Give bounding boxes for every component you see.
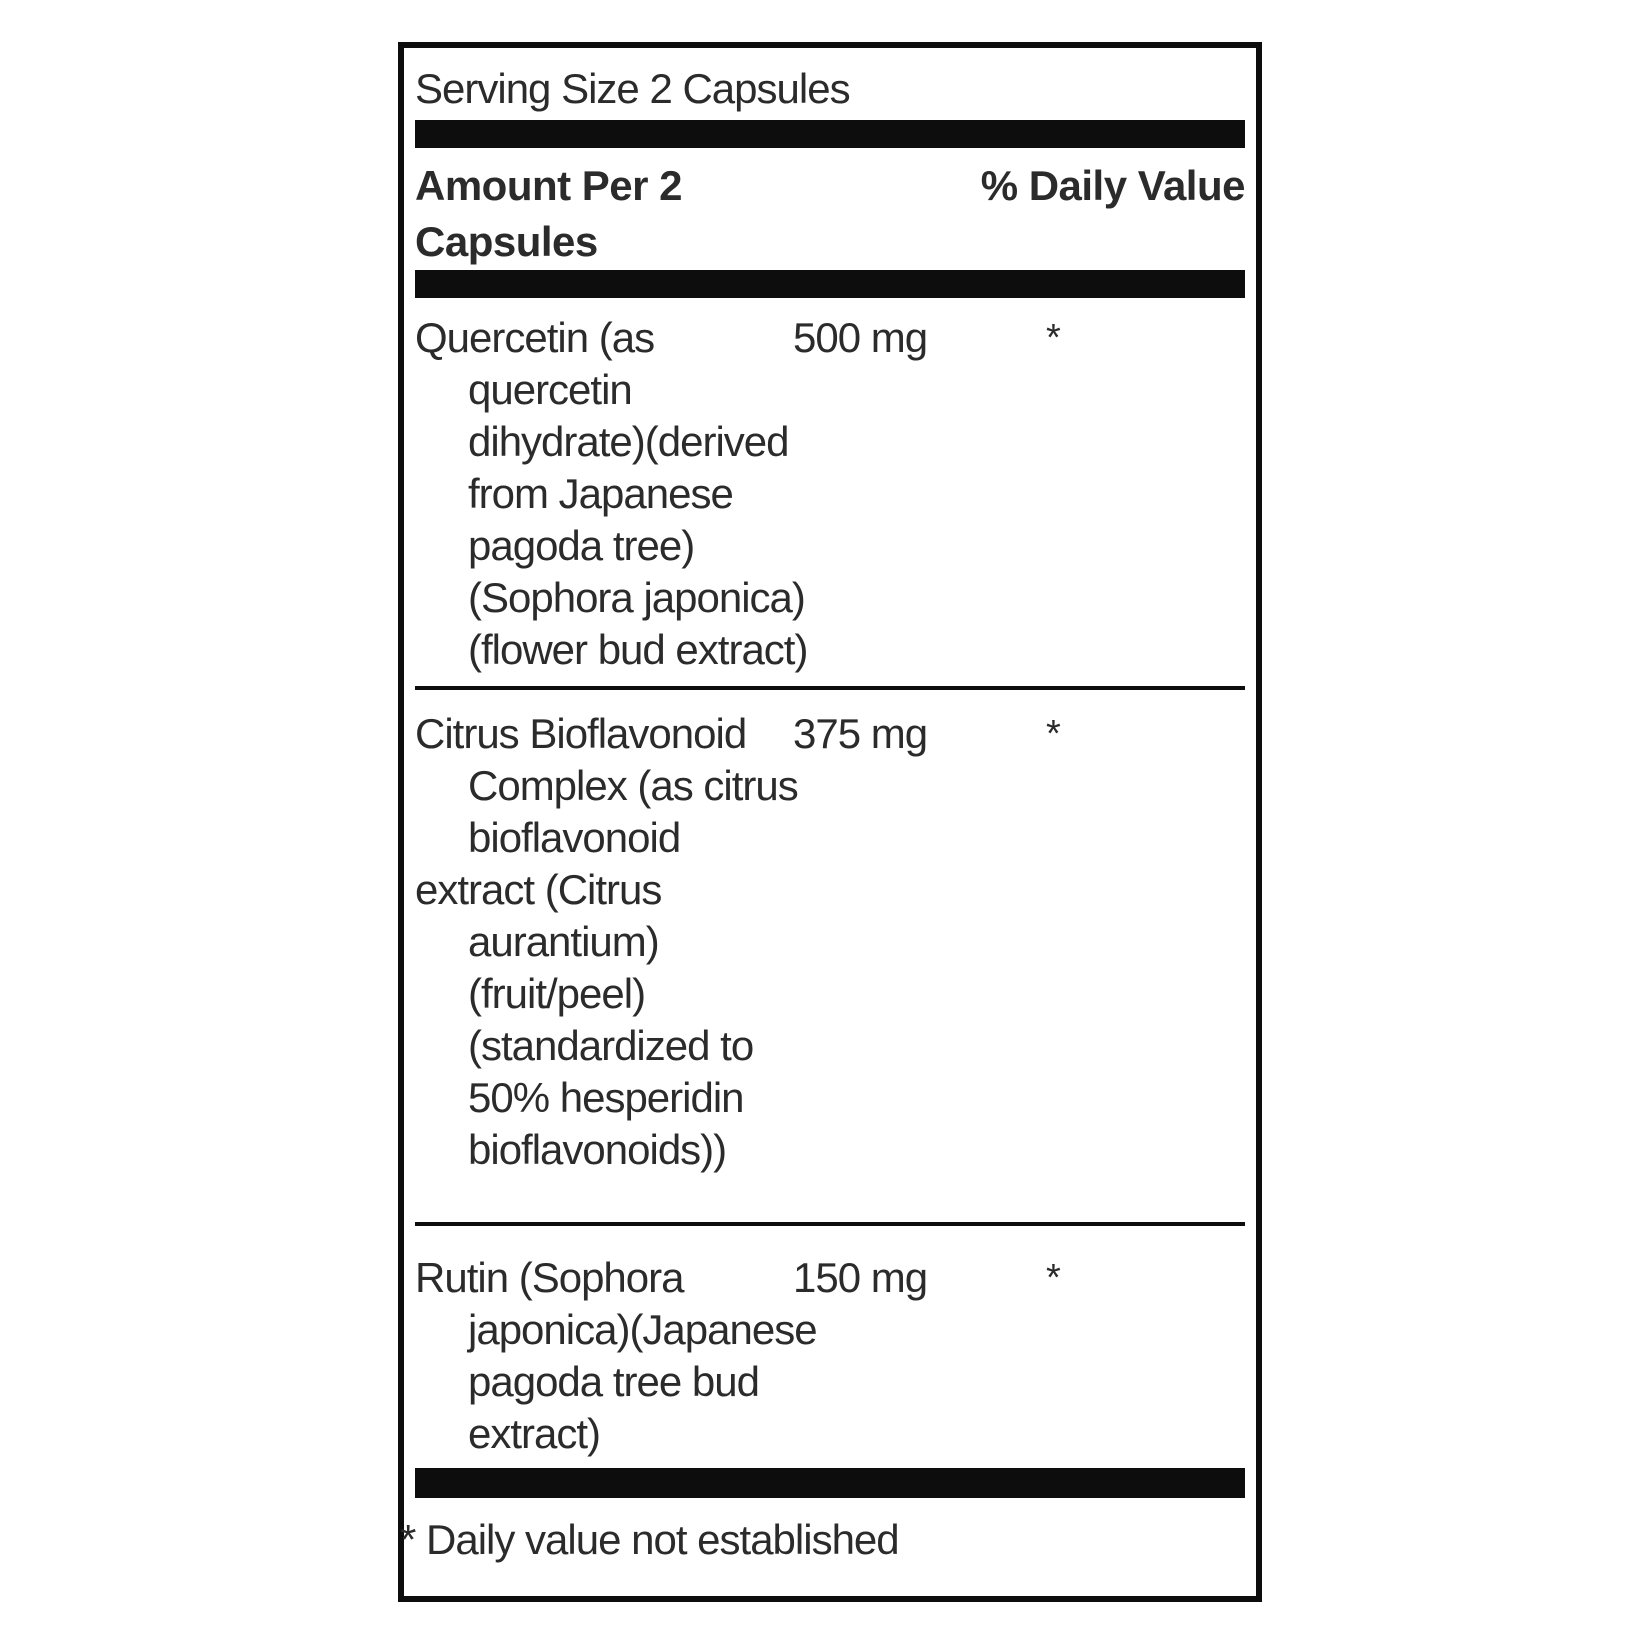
ingredient-row	[415, 690, 1245, 1222]
ingredient-name-line: pagoda tree bud	[468, 1358, 759, 1405]
column-headers	[415, 148, 1245, 270]
ingredient-name-line: quercetin	[468, 366, 632, 413]
ingredient-name	[415, 1252, 817, 1460]
ingredient-name-line: 50% hesperidin	[468, 1074, 744, 1121]
top-thick-divider	[415, 120, 1245, 148]
daily-value-footnote: * Daily value not established	[400, 1516, 899, 1563]
ingredient-name-line: Complex (as citrus	[468, 762, 798, 809]
supplement-facts-panel	[398, 42, 1262, 1602]
ingredient-name-line: bioflavonoid	[468, 814, 681, 861]
ingredient-daily-value: *	[1046, 1257, 1060, 1299]
ingredient-name-line: bioflavonoids))	[468, 1126, 727, 1173]
ingredient-row	[415, 298, 1245, 686]
ingredient-daily-value: *	[1046, 713, 1060, 755]
ingredient-name-line: from Japanese	[468, 470, 733, 517]
ingredient-row	[415, 1226, 1245, 1468]
ingredient-name	[415, 708, 798, 1176]
ingredient-name	[415, 312, 808, 676]
ingredient-name-line: (flower bud extract)	[468, 626, 808, 673]
ingredient-name-line: extract (Citrus	[415, 866, 662, 913]
ingredient-name-line: (fruit/peel)	[468, 970, 646, 1017]
ingredient-name-line: (Sophora japonica)	[468, 574, 805, 621]
amount-column-header: Amount Per 2 Capsules	[415, 162, 683, 265]
bottom-thick-divider	[415, 1468, 1245, 1498]
ingredient-name-line: aurantium)	[468, 918, 659, 965]
ingredient-name-line: Rutin (Sophora	[415, 1254, 684, 1301]
ingredient-daily-value: *	[1046, 317, 1060, 359]
ingredient-name-line: pagoda tree)	[468, 522, 695, 569]
serving-size-text: Serving Size 2 Capsules	[415, 65, 850, 112]
ingredient-amount: 375 mg	[793, 710, 928, 757]
ingredient-name-line: extract)	[468, 1410, 601, 1457]
ingredient-rows	[415, 298, 1245, 1468]
ingredient-amount: 500 mg	[793, 314, 928, 361]
daily-value-column-header: % Daily Value	[980, 162, 1245, 209]
header-thick-divider	[415, 270, 1245, 298]
ingredient-name-line: japonica)(Japanese	[468, 1306, 817, 1353]
ingredient-name-line: (standardized to	[468, 1022, 754, 1069]
ingredient-name-line: dihydrate)(derived	[468, 418, 789, 465]
ingredient-name-line: Quercetin (as	[415, 314, 655, 361]
ingredient-amount: 150 mg	[793, 1254, 928, 1301]
ingredient-name-line: Citrus Bioflavonoid	[415, 710, 747, 757]
